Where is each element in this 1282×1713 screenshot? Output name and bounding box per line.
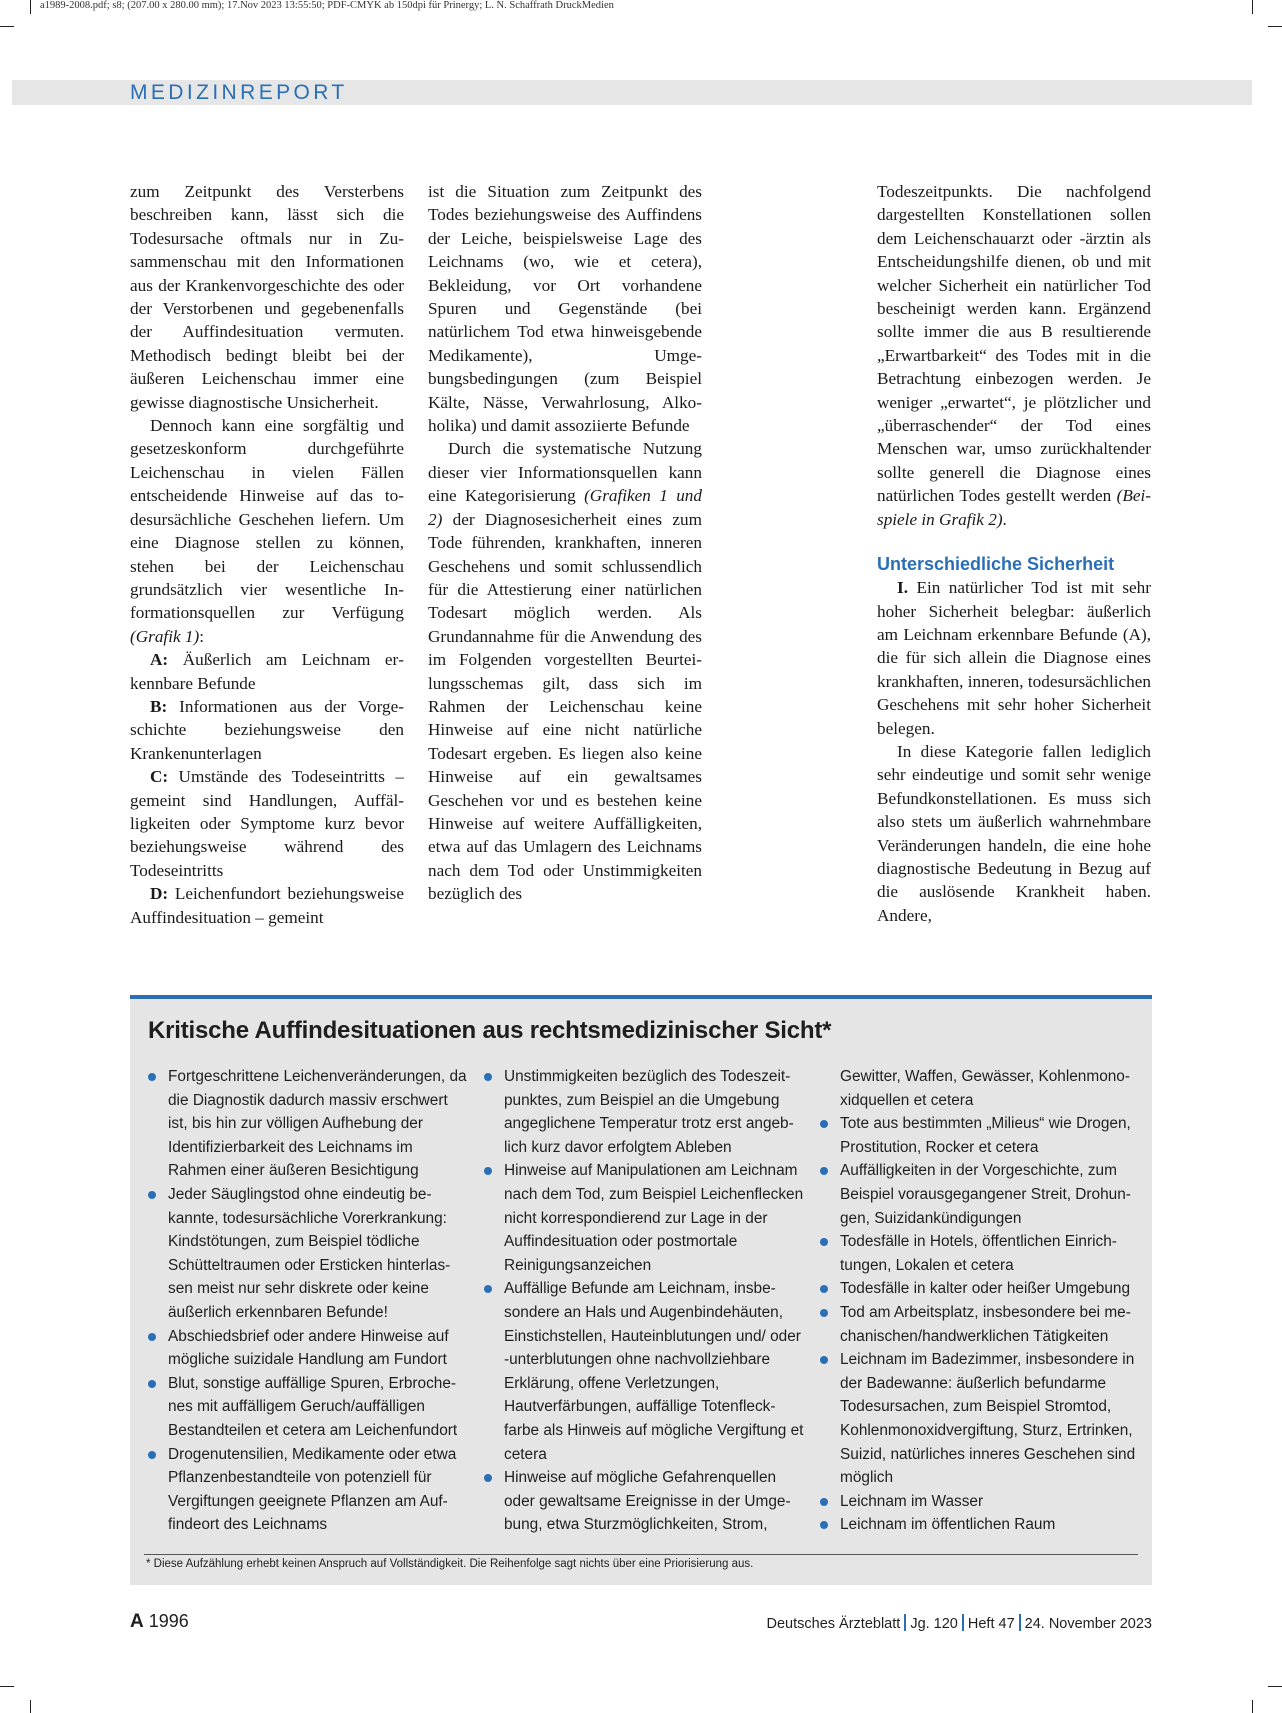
print-info: a1989-2008.pdf; s8; (207.00 x 280.00 mm); 17.Nov 2023 13:55:50; PDF-CMYK ab 150dpi für Prinergy; L. N. Schaffrath DruckMedien bbox=[40, 0, 614, 11]
journal-date: 24. November 2023 bbox=[1024, 1616, 1152, 1632]
bullet-icon bbox=[820, 1238, 828, 1246]
list-item-text: Leichnam im öffentlichen Raum bbox=[840, 1516, 1056, 1534]
paragraph-text: Durch die systematische Nutzung dieser vier Informationsquellen kann eine Kategorisierung bbox=[428, 439, 702, 506]
list-item bbox=[820, 1159, 1140, 1230]
list-item-text: Auffälligkeiten in der Vorgeschichte, zum Beispiel vorausgegangener Streit, Drohungen, Suizidankündigungen bbox=[840, 1162, 1131, 1227]
bullet-icon bbox=[820, 1498, 828, 1506]
journal-issue: Heft 47 bbox=[967, 1616, 1015, 1632]
list-item bbox=[820, 1513, 1140, 1537]
list-item bbox=[820, 1230, 1140, 1277]
bullet-icon bbox=[148, 1333, 156, 1341]
paragraph-text: Dennoch kann eine sorgfältig und gesetzeskonform durchgeführte Leichenschau in vielen Fällen entscheidende Hinweise auf das todesursächliche Geschehen liefern. Um eine Diagnose stellen zu können, stehen bei der Leichenschau grundsätzlich vier wesentliche Informationsquellen zur Verfügung bbox=[130, 416, 404, 623]
list-item-text: Blut, sonstige auffällige Spuren, Erbrochenes mit auffälligem Geruch/auffälligen Bestandteilen et cetera am Leichenfundort bbox=[168, 1374, 458, 1439]
info-box bbox=[130, 995, 1152, 1585]
item-label: A: bbox=[150, 650, 169, 670]
list-item bbox=[484, 1065, 804, 1159]
list-item bbox=[148, 1065, 468, 1183]
list-item-text: Hinweise auf Manipulationen am Leichnam nach dem Tod, zum Beispiel Leichenflecken nicht korrespondierend zur Lage in der Auffindesituation oder postmortale Reinigungsanzeichen bbox=[504, 1162, 804, 1274]
bullet-list bbox=[484, 1065, 804, 1537]
bullet-list bbox=[820, 1112, 1140, 1537]
list-item-text: Jeder Säuglingstod ohne eindeutig bekannte, todesursächliche Vorerkrankung: Kindstötungen, zum Beispiel tödliche Schütteltraumen oder Ersticken hinterlassen meist nur sehr diskrete oder keine äußerlich erkennbaren Befunde! bbox=[168, 1185, 451, 1321]
list-item-text: Drogenutensilien, Medikamente oder etwa Pflanzenbestandteile von potenziell für Vergiftungen geeignete Pflanzen am Auffindeort des Leichnams bbox=[168, 1445, 457, 1534]
paragraph: zum Zeitpunkt des Versterbens beschreiben kann, lässt sich die Todesursache oftmals nur in Zusammenschau mit den Informationen aus der Krankenvorgeschichte des oder der Verstorbenen und gegebenenfalls der Auffindesituation vermuten. Methodisch bedingt bleibt bei der äußeren Leichenschau immer eine gewisse diagnostische Unsicherheit. bbox=[130, 182, 404, 412]
bullet-list bbox=[148, 1065, 468, 1537]
paragraph bbox=[877, 180, 1151, 531]
bullet-icon bbox=[148, 1380, 156, 1388]
list-item bbox=[820, 1301, 1140, 1348]
section-label: MEDIZINREPORT bbox=[130, 81, 348, 104]
list-item-text: Leichnam im Wasser bbox=[840, 1492, 984, 1510]
journal-name: Deutsches Ärzteblatt bbox=[766, 1616, 901, 1632]
box-column-2 bbox=[484, 1065, 804, 1537]
paragraph-text: der Diagnosesicherheit eines zum Tode führenden, krankhaften, inneren Geschehens und somit schlussendlich für die Attestierung einer natürlichen Todesart möglich werden. Als Grundannahme für die Anwendung des im Folgenden vorgestellten Beurteilungsschemas gilt, dass sich im Rahmen der Leichenschau keine Hinweise auf eine nicht natürliche Todesart ergeben. Es liegen also keine Hinweise auf ein gewaltsames Geschehen vor und es bestehen keine Hinweise auf weitere Auffälligkeiten, etwa auf das Umlagern des Leichnams nach dem Tod oder Unstimmigkeiten bezüglich des bbox=[428, 509, 702, 904]
punctuation: . bbox=[1002, 509, 1007, 529]
article-column-3 bbox=[877, 180, 1151, 927]
bullet-icon bbox=[820, 1521, 828, 1529]
paragraph: In diese Kategorie fallen lediglich sehr eindeutige und somit sehr wenige Befundkonstellationen. Es muss sich also stets um äußerlich wahrnehmbare Veränderungen handeln, die eine hohe diagnostische Bedeutung in Bezug auf die auslösende Krankheit haben. Andere, bbox=[877, 741, 1151, 925]
crop-mark bbox=[1268, 1686, 1282, 1687]
item-label: C: bbox=[150, 767, 169, 787]
journal-info bbox=[767, 1614, 1152, 1632]
paragraph: ist die Situation zum Zeitpunkt des Todes beziehungsweise des Auffindens der Leiche, beispielsweise Lage des Leichnams (wo, wie et cetera), Bekleidung, vor Ort vorhandene Spuren und Gegenstände (bei natürlichem Tod etwa hinweisgebende Medikamente), Umgebungsbedingungen (zum Beispiel Kälte, Nässe, Verwahrlosung, Alkoholika) und damit assoziierte Befunde bbox=[428, 182, 702, 436]
box-title: Kritische Auffindesituationen aus rechtsmedizinischer Sicht* bbox=[148, 1017, 832, 1044]
figure-reference: (Beispiele in Grafik 2) bbox=[877, 486, 1151, 529]
list-item bbox=[484, 1466, 804, 1537]
list-item-text: Tote aus bestimmten „Milieus“ wie Drogen, Prostitution, Rocker et cetera bbox=[840, 1115, 1131, 1156]
paragraph bbox=[428, 437, 702, 905]
list-item-text: Fortgeschrittene Leichenveränderungen, da die Diagnostik dadurch massiv erschwert ist, bis hin zur völligen Aufhebung der Identifizierbarkeit des Leichnams im Rahmen einer äußeren Besichtigung bbox=[168, 1068, 467, 1180]
crop-mark bbox=[0, 26, 14, 27]
bullet-icon bbox=[820, 1285, 828, 1293]
bullet-icon bbox=[148, 1073, 156, 1081]
list-item bbox=[820, 1277, 1140, 1301]
bullet-icon bbox=[820, 1167, 828, 1175]
bullet-icon bbox=[484, 1474, 492, 1482]
crop-mark bbox=[1252, 1700, 1253, 1713]
subheading: Unterschiedliche Sicherheit bbox=[877, 554, 1115, 575]
page-number bbox=[130, 1611, 189, 1633]
list-item-text: Hinweise auf mögliche Gefahrenquellen oder gewaltsame Ereignisse in der Umgebung, etwa Sturzmöglichkeiten, Strom, bbox=[504, 1469, 791, 1534]
paragraph-text: Todeszeitpunkts. Die nachfolgend dargestellten Konstellationen sollen dem Leichenschauarzt oder -ärztin als Entscheidungshilfe dienen, ob und mit welcher Sicherheit ein natürlicher Tod bescheinigt werden kann. Ergänzend sollte immer die aus B resultierende „Erwartbarkeit“ des Todes mit in die Betrachtung einbezogen werden. Je weniger „erwartet“, je plötzlicher und „überraschender“ der Tod eines Menschen war, umso zurückhaltender sollte generell die Diagnose eines natürlichen Todes gestellt werden bbox=[877, 182, 1151, 506]
paragraph-text: Ein natürlicher Tod ist mit sehr hoher Sicherheit belegbar: äußerlich am Leichnam erkennbare Befunde (A), die für sich allein die Diagnose eines krankhaften, inneren, todesursächlichen Geschehens mit sehr hoher Sicherheit belegen. bbox=[877, 578, 1151, 738]
item-text: Leichenfundort beziehungsweise Auffindesituation – gemeint bbox=[130, 884, 404, 927]
bullet-icon bbox=[820, 1120, 828, 1128]
list-item bbox=[820, 1490, 1140, 1514]
bullet-icon bbox=[148, 1451, 156, 1459]
list-item bbox=[484, 1277, 804, 1466]
list-item bbox=[148, 1443, 468, 1537]
item-label: B: bbox=[150, 696, 168, 716]
bullet-icon bbox=[484, 1167, 492, 1175]
separator bbox=[1019, 1614, 1021, 1631]
separator bbox=[962, 1614, 964, 1631]
page-prefix: A bbox=[130, 1611, 144, 1632]
punctuation: : bbox=[199, 626, 204, 646]
paragraph bbox=[130, 414, 404, 648]
list-item-text: Leichnam im Badezimmer, insbesondere in der Badewanne: äußerlich befundarme Todesursachen, zum Beispiel Stromtod, Kohlenmonoxidvergiftung, Sturz, Ertrinken, Suizid, natürliches inneres Geschehen sind möglich bbox=[840, 1351, 1136, 1487]
footnote: * Diese Aufzählung erhebt keinen Anspruch auf Vollständigkeit. Die Reihenfolge sagt nichts über eine Priorisierung aus. bbox=[146, 1558, 754, 1570]
list-item-c bbox=[130, 765, 404, 882]
box-column-1 bbox=[148, 1065, 468, 1537]
list-item-text: Auffällige Befunde am Leichnam, insbesondere an Hals und Augenbindehäuten, Einstichstellen, Hauteinblutungen und/ oder -unterblutungen ohne nachvollziehbare Erklärung, offene Verletzungen, Hautverfärbungen, auffällige Totenfleckfarbe als Hinweis auf mögliche Vergiftung et cetera bbox=[504, 1280, 804, 1463]
crop-mark bbox=[0, 1686, 14, 1687]
list-item bbox=[484, 1159, 804, 1277]
page-number-value: 1996 bbox=[148, 1611, 189, 1631]
journal-volume: Jg. 120 bbox=[910, 1616, 958, 1632]
bullet-icon bbox=[484, 1285, 492, 1293]
figure-reference: (Grafik 1) bbox=[130, 626, 200, 646]
crop-mark bbox=[30, 0, 31, 14]
list-item bbox=[148, 1183, 468, 1325]
footnote-divider bbox=[144, 1554, 1138, 1555]
list-item-b bbox=[130, 695, 404, 765]
crop-mark bbox=[30, 1700, 31, 1713]
bullet-icon bbox=[484, 1073, 492, 1081]
bullet-icon bbox=[148, 1191, 156, 1199]
bullet-icon bbox=[820, 1309, 828, 1317]
item-label: I. bbox=[897, 578, 908, 598]
list-item-text: Todesfälle in Hotels, öffentlichen Einrichtungen, Lokalen et cetera bbox=[840, 1233, 1117, 1274]
list-item bbox=[820, 1112, 1140, 1159]
list-item-text: Abschiedsbrief oder andere Hinweise auf mögliche suizidale Handlung am Fundort bbox=[168, 1327, 449, 1369]
box-column-3 bbox=[820, 1065, 1140, 1537]
bullet-icon bbox=[820, 1356, 828, 1364]
crop-mark bbox=[1268, 26, 1282, 27]
item-text: Umstände des Todeseintritts – gemeint sind Handlungen, Auffälligkeiten oder Symptome kurz bevor beziehungsweise während des Todeseintritts bbox=[130, 767, 404, 880]
item-label: D: bbox=[150, 884, 169, 904]
list-item-text: Todesfälle in kalter oder heißer Umgebung bbox=[840, 1280, 1131, 1298]
list-item-continuation: Gewitter, Waffen, Gewässer, Kohlenmonoxidquellen et cetera bbox=[840, 1068, 1131, 1109]
list-item-d bbox=[130, 882, 404, 929]
figure-reference: (Grafiken 1 und 2) bbox=[428, 486, 702, 529]
list-item bbox=[148, 1372, 468, 1443]
list-item-text: Unstimmigkeiten bezüglich des Todeszeitpunktes, zum Beispiel an die Umgebung angeglichene Temperatur trotz erst angeblich kurz davor erfolgtem Ableben bbox=[504, 1068, 794, 1156]
item-text: Äußerlich am Leichnam erkennbare Befunde bbox=[130, 650, 404, 693]
list-item bbox=[148, 1325, 468, 1372]
list-item-text: Tod am Arbeitsplatz, insbesondere bei mechanischen/handwerklichen Tätigkeiten bbox=[840, 1303, 1131, 1345]
item-text: Informationen aus der Vorgeschichte beziehungsweise den Krankenunterlagen bbox=[130, 696, 404, 763]
list-item-a bbox=[130, 648, 404, 695]
paragraph bbox=[877, 576, 1151, 740]
separator bbox=[904, 1614, 906, 1631]
article-column-2 bbox=[428, 180, 702, 906]
crop-mark bbox=[1252, 0, 1253, 14]
article-column-1 bbox=[130, 180, 404, 929]
list-item bbox=[820, 1348, 1140, 1490]
